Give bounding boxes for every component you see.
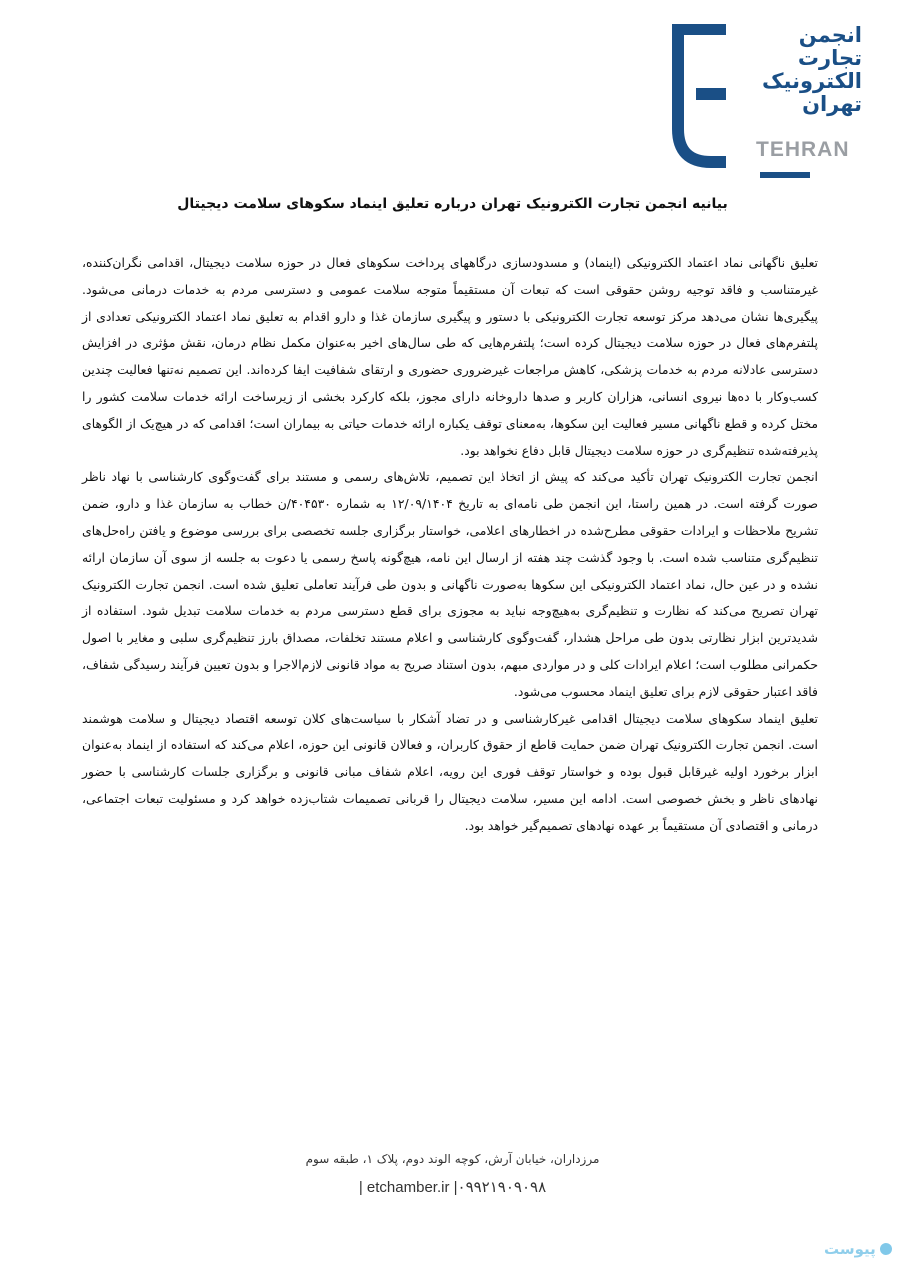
logo-line: الکترونیک: [762, 69, 862, 93]
document-footer: [0, 1152, 905, 1196]
logo-line: تجارت: [797, 46, 862, 70]
logo-line: انجمن: [798, 23, 862, 47]
paragraph: تعلیق اینماد سکوهای سلامت دیجیتال اقدامی غیرکارشناسی و در تضاد آشکار با سیاست‌های کلان توسعه اقتصاد دیجیتال و سلامت هوشمند است. انجمن تجارت الکترونیک تهران ضمن حمایت قاطع از حقوق کاربران، و فعالان قانونی این حوزه، اعلام می‌کند که استفاده از اینماد به‌عنوان ابزار برخورد اولیه غیرقابل قبول بوده و خواستار توقف فوری این رویه، اعلام شفاف مبانی قانونی و برگزاری جلسات کارشناسی با حضور نهادهای ناظر و بخش خصوصی است. ادامه این مسیر، سلامت دیجیتال را قربانی تصمیمات شتاب‌زده خواهد کرد و مسئولیت تبعات اجتماعی، درمانی و اقتصادی آن مستقیماً بر عهده نهادهای تصمیم‌گیر خواهد بود.: [82, 710, 818, 833]
logo-line: تهران: [802, 92, 862, 116]
org-logo: [666, 24, 866, 184]
paragraph: تعلیق ناگهانی نماد اعتماد الکترونیکی (اینماد) و مسدودسازی درگاههای پرداخت سکوهای فعال در حوزه سلامت دیجیتال، اقدامی نگران‌کننده، غیرمتناسب و فاقد توجیه روشن حقوقی است که تبعات آن مستقیماً متوجه سلامت عمومی و دسترسی مردم به خدمات درمانی می‌شود. پیگیری‌ها نشان می‌دهد مرکز توسعه تجارت الکترونیکی با دستور و پیگیری سازمان غذا و دارو اقدام به تعلیق نماد اعتماد الکترونیکی تعدادی از پلتفرم‌های فعال در حوزه سلامت دیجیتال کرده است؛ پلتفرم‌هایی که طی سال‌های اخیر به‌عنوان مکمل نظام درمان، نقش مؤثری در افزایش دسترسی عادلانه مردم به خدمات پزشکی، کاهش مراجعات غیرضروری حضوری و ارتقای شفافیت ایفا کرده‌اند. این تصمیم نه‌تنها فعالیت چندین کسب‌وکار با ده‌ها نیروی انسانی، هزاران کاربر و صدها داروخانه دارای مجوز، بلکه کارکرد بخشی از زیرساخت ارائه خدمات سلامت کشور را مختل کرده و قطع ناگهانی مسیر فعالیت این سکوها، به‌معنای توقف یکباره ارائه خدمات حیاتی به بیماران است؛ اقدامی که در هیچ‌یک از الگوهای پذیرفته‌شده تنظیم‌گری در حوزه سلامت دیجیتال قابل دفاع نخواهد بود.: [82, 255, 818, 458]
logo-persian-text: [752, 24, 862, 116]
document-body: [82, 250, 818, 840]
footer-address: مرزداران، خیابان آرش، کوچه الوند دوم، پلاک ۱، طبقه سوم: [305, 1152, 600, 1166]
watermark: [824, 1240, 892, 1258]
logo-english-text: TEHRAN: [756, 138, 850, 161]
paragraph: انجمن تجارت الکترونیک تهران تأکید می‌کند که پیش از اتخاذ این تصمیم، تلاش‌های رسمی و مستند برای گفت‌وگوی کارشناسی با نهاد ناظر صورت گرفته است. در همین راستا، این انجمن طی نامه‌ای به تاریخ ۱۲/۰۹/۱۴۰۴ به شماره ۴۰۴۵۳۰/ن خطاب به سازمان غذا و دارو، ضمن تشریح ملاحظات و ایرادات حقوقی مطرح‌شده در اخطارهای اعلامی، خواستار برگزاری جلسه تخصصی برای بررسی موضوع و یافتن راه‌حل‌های تنظیم‌گری متناسب شده است. با وجود گذشت چند هفته از ارسال این نامه، هیچ‌گونه پاسخ رسمی یا دعوت به جلسه از سوی آن سازمان ارائه نشده و در عین حال، نماد اعتماد الکترونیکی این سکوها به‌صورت ناگهانی و بدون طی فرآیند تعاملی تعلیق شده است. انجمن تجارت الکترونیک تهران تصریح می‌کند که نظارت و تنظیم‌گری به‌هیچ‌وجه نباید به مجوزی برای قطع دسترسی مردم به خدمات سلامت تبدیل شود. استفاده از شدیدترین ابزار نظارتی بدون طی مراحل هشدار، گفت‌وگوی کارشناسی و اعلام مستند تخلفات، مصداق بارز تنظیم‌گری سلبی و مغایر با اصول حکمرانی مطلوب است؛ اعلام ایرادات کلی و در مواردی مبهم، بدون استناد صریح به مواد قانونی لازم‌الاجرا و بدون تعیین فرآیند رسیدگی شفاف، فاقد اعتبار حقوقی لازم برای تعلیق اینماد محسوب می‌شود.: [82, 469, 818, 699]
logo-underline: [760, 172, 810, 178]
logo-e-mark-icon: [666, 24, 728, 169]
watermark-label: پیوست: [824, 1240, 876, 1258]
watermark-logo-icon: [880, 1243, 892, 1255]
footer-contact: | etchamber.ir |۰۹۹۲۱۹۰۹۰۹۸: [358, 1179, 547, 1196]
document-title: بیانیه انجمن تجارت الکترونیک تهران درباره تعلیق اینماد سکوهای سلامت دیجیتال: [177, 196, 728, 212]
